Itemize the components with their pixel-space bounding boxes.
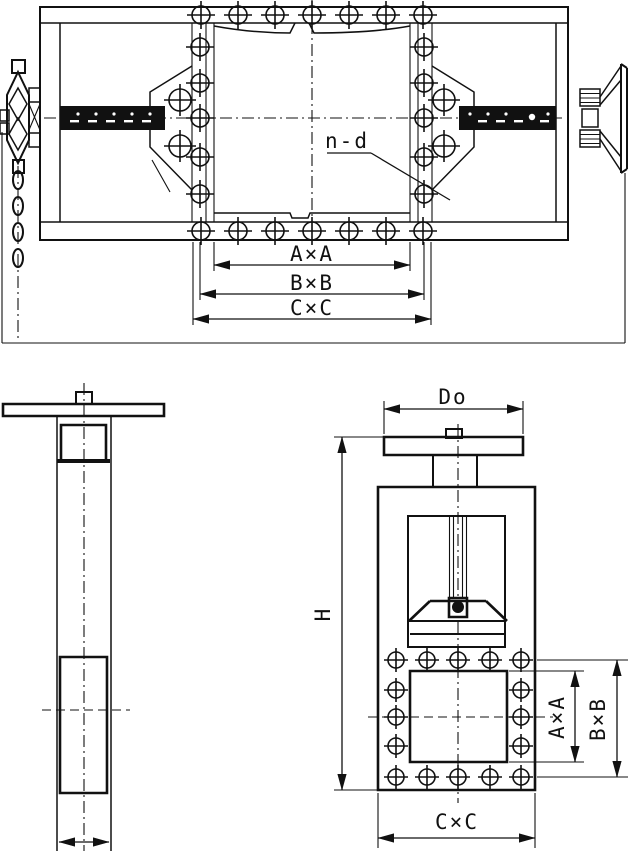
bolt-hole	[509, 734, 533, 758]
chain-wheel	[0, 60, 40, 173]
dim-label-bolt-circle: B×B	[586, 697, 610, 741]
bolt-hole	[478, 765, 502, 789]
screw-shaft-right	[459, 106, 556, 130]
stem-pin	[452, 601, 464, 613]
plan-dimensions	[193, 242, 431, 325]
bolt-hole	[384, 705, 408, 729]
bolt-hole	[428, 84, 460, 116]
dim-label-bolt-circle: B×B	[290, 271, 334, 295]
bolt-column-left	[186, 33, 214, 208]
wall-clamp	[29, 88, 40, 102]
bolt-hole	[384, 765, 408, 789]
bolt-spec-callout	[325, 129, 450, 200]
dim-label-flange: C×C	[435, 810, 479, 834]
bolt-hole	[509, 678, 533, 702]
bolt-hole	[509, 705, 533, 729]
front-bolt-row-bottom	[384, 765, 533, 789]
handwheel-plate	[384, 437, 523, 455]
bolt-hole	[224, 1, 252, 29]
bolt-hole	[186, 33, 214, 61]
wall-clamp	[29, 133, 40, 147]
bolt-hole	[410, 69, 438, 97]
hand-wheel	[580, 64, 627, 173]
bolt-hole	[261, 1, 289, 29]
bolt-hole	[372, 1, 400, 29]
plan-view	[0, 0, 627, 343]
dim-label-opening: A×A	[290, 242, 334, 266]
bolt-column-right	[410, 33, 438, 208]
bolt-hole	[410, 33, 438, 61]
bolt-hole	[186, 180, 214, 208]
bolt-hole	[335, 1, 363, 29]
side-view	[3, 383, 164, 851]
front-bolt-column-right	[509, 678, 533, 758]
bolt-spec-label: n-d	[325, 129, 369, 153]
dim-label-handwheel-dia: Do	[438, 385, 468, 409]
height-dimension	[311, 437, 384, 790]
bolt-hole	[409, 1, 437, 29]
handwheel-dia-dimension	[384, 385, 523, 434]
bolt-hole	[446, 648, 470, 672]
dim-label-flange: C×C	[290, 296, 334, 320]
bolt-hole	[164, 84, 196, 116]
bolt-hole	[446, 765, 470, 789]
screw-shaft-left	[60, 106, 165, 130]
front-bolt-column-left	[384, 678, 408, 758]
bolt-hole	[186, 69, 214, 97]
bolt-hole	[298, 1, 326, 29]
bolt-hole	[384, 734, 408, 758]
bolt-row-top	[187, 1, 437, 29]
bolt-hole	[509, 648, 533, 672]
bolt-hole	[410, 104, 438, 132]
bolt-hole	[415, 765, 439, 789]
dim-label-opening: A×A	[545, 695, 569, 739]
stem-nut	[582, 109, 598, 127]
bolt-hole	[384, 648, 408, 672]
bolt-hole	[384, 678, 408, 702]
wheel-rim	[621, 64, 627, 173]
bolt-hole	[187, 1, 215, 29]
front-view	[311, 385, 628, 848]
chain	[13, 166, 23, 338]
front-flange-dimension	[378, 793, 535, 848]
clamp-cross	[29, 104, 40, 130]
front-bolt-row-top	[384, 648, 533, 672]
dim-label-height: H	[311, 606, 335, 622]
bolt-hole	[509, 765, 533, 789]
bolt-hole	[186, 104, 214, 132]
bolt-hole	[415, 648, 439, 672]
valve-body	[378, 487, 535, 790]
bolt-hole	[478, 648, 502, 672]
